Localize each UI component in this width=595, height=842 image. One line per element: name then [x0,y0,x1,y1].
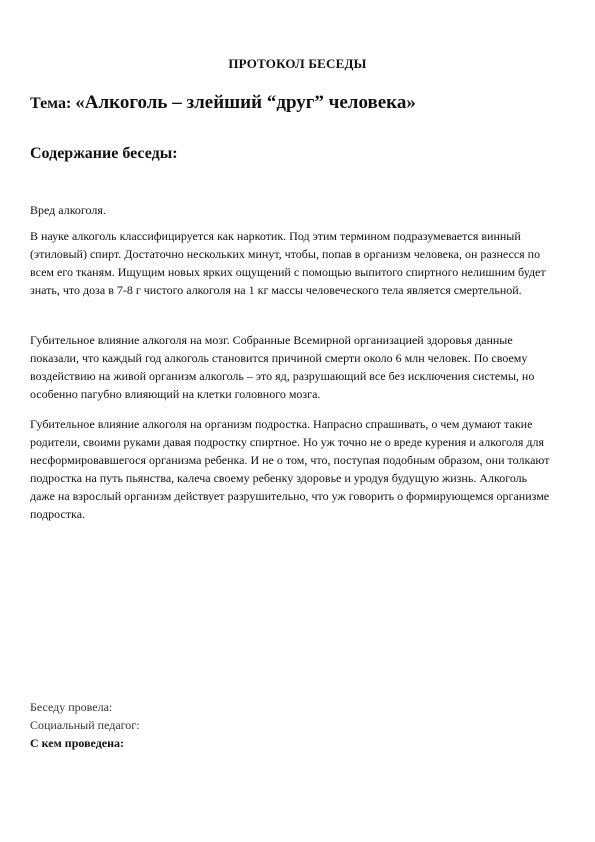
signature-with-whom: С кем проведена: [30,736,125,750]
intro-text: Вред алкоголя. [30,203,106,217]
paragraph-2: Губительное влияние алкоголя на мозг. Собранные Всемирной организацией здоровья данные показали, что каждый год алкоголь становится причиной смерти около 6 млн человек. По своему воздействию на живой организм алкоголь – это яд, разрушающий все без исключения системы, но особенно пагубно влияющий на клетки головного мозга. [30,333,535,401]
document-title: ПРОТОКОЛ БЕСЕДЫ [228,56,367,71]
signature-role: Социальный педагог: [30,718,140,732]
content-heading: Содержание беседы: [30,145,178,162]
theme-line [30,92,570,114]
signature-conducted-by: Беседу провела: [30,700,113,714]
paragraph-1: В науке алкоголь классифицируется как наркотик. Под этим термином подразумевается винный (этиловый) спирт. Достаточно нескольких минут, чтобы, попав в организм человека, он разнесся по всем его тканям. Ищущим новых ярких ощущений с помощью выпитого спиртного нелишним будет знать, что доза в 7-8 г чистого алкоголя на 1 кг массы человеческого тела является смертельной. [30,229,546,297]
theme-value: «Алкоголь – злейший “друг” человека» [75,92,416,113]
theme-label: Тема: [30,95,72,112]
paragraph-3: Губительное влияние алкоголя на организм подростка. Напрасно спрашивать, о чем думают такие родители, своими руками давая подростку спиртное. Но уж точно не о вреде курения и алкоголя для несформировавшегося организма ребенка. И не о том, что, поступая подобным образом, они толкают подростка на путь пьянства, калеча своему ребенку здоровье и уродуя будущую жизнь. Алкоголь даже на взрослый организм действует разрушительно, что уж говорить о формирующемся организме подростка. [30,417,550,521]
